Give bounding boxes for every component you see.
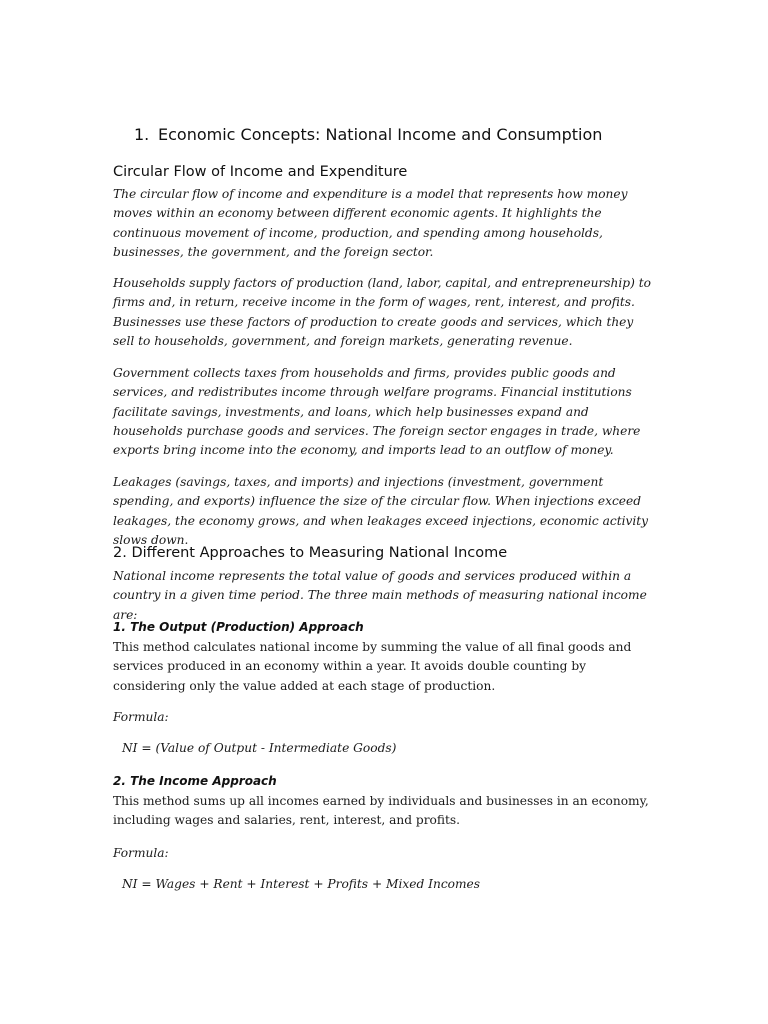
page-title	[134, 125, 602, 144]
output-approach-text: This method calculates national income by summing the value of all final goods and services produced in an economy within a year. It avoids double counting by considering only the value added at each stage of production.	[113, 640, 632, 693]
section1-heading: Circular Flow of Income and Expenditure	[113, 164, 408, 180]
income-formula-label: Formula:	[113, 846, 169, 860]
income-approach-text: This method sums up all incomes earned by individuals and businesses in an economy, including wages and salaries, rent, interest, and profits.	[113, 794, 649, 828]
section2-intro: National income represents the total value of goods and services produced within a country in a given time period. The three main methods of measuring national income are:	[113, 569, 647, 622]
section1-paragraph-4: Leakages (savings, taxes, and imports) and injections (investment, government spending, and exports) influence the size of the circular flow. When injections exceed leakages, the economy grows, and when leakages exceed injections, economic activity slows down.	[113, 475, 649, 547]
income-approach-heading: 2. The Income Approach	[113, 774, 277, 788]
output-approach-heading: 1. The Output (Production) Approach	[113, 620, 364, 634]
income-formula: NI = Wages + Rent + Interest + Profits + Mixed Incomes	[122, 877, 481, 891]
section1-paragraph-2: Households supply factors of production (land, labor, capital, and entrepreneurship) to firms and, in return, receive income in the form of wages, rent, interest, and profits. Businesses use these factors of production to create goods and services, which they sell to households, government, and foreign markets, generating revenue.	[113, 276, 651, 348]
title-text: Economic Concepts: National Income and Consumption	[158, 125, 603, 144]
title-number: 1.	[134, 125, 150, 144]
section1-paragraph-3: Government collects taxes from households and firms, provides public goods and services, and redistributes income through welfare programs. Financial institutions facilitate savings, investments, and loans, which help businesses expand and households purchase goods and services. The foreign sector engages in trade, where exports bring income into the economy, and imports lead to an outflow of money.	[113, 366, 641, 458]
section2-heading: 2. Different Approaches to Measuring National Income	[113, 545, 508, 561]
output-formula: NI = (Value of Output - Intermediate Goods)	[122, 741, 397, 755]
section1-paragraph-1: The circular flow of income and expenditure is a model that represents how money moves within an economy between different economic agents. It highlights the continuous movement of income, production, and spending among households, businesses, the government, and the foreign sector.	[113, 187, 628, 259]
output-formula-label: Formula:	[113, 710, 169, 724]
